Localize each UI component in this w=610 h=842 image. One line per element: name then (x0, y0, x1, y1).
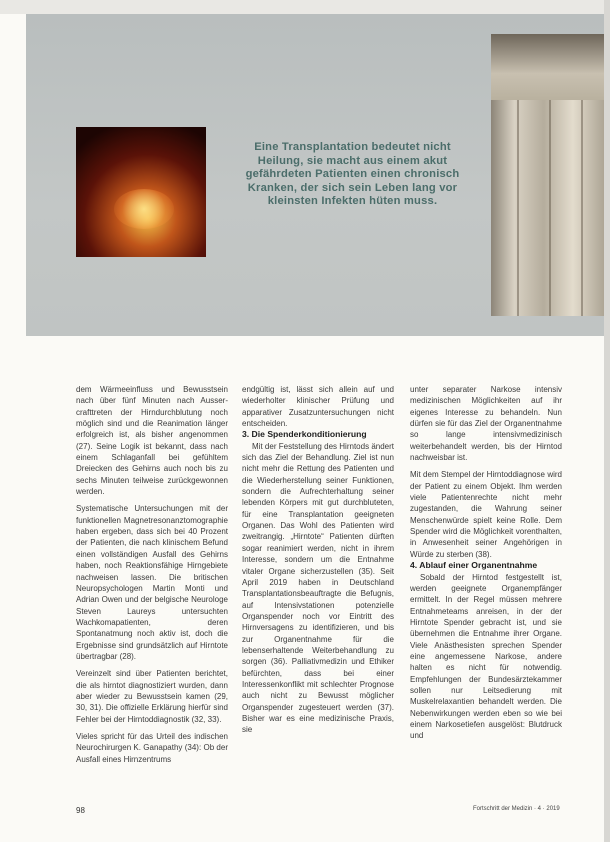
paragraph: unter separater Narkose intensiv medizinischen Möglichkeiten auf ihr eigenes Interesse zu behandeln. Nun dürfen sie für das Ziel der Organentnahme so lange intensivmedizinisch weiterbehandelt werden, bis der Hirntod nachweisbar ist. (410, 385, 562, 463)
page-right-edge (604, 0, 610, 842)
text-column-2 (242, 384, 394, 736)
column-photo (491, 34, 608, 316)
text-column-3 (410, 384, 562, 742)
text-column-1 (76, 384, 228, 765)
column-groove (581, 100, 583, 316)
pull-quote: Eine Transplantation bedeutet nicht Heilung, sie macht aus einem akut gefährdeten Patienten einen chronisch Kranken, der sich sein Leben lang vor kleinsten Infekten hüten muss. (245, 141, 460, 208)
paragraph: Mit dem Stempel der Hirntoddiagnose wird der Patient zu einem Objekt. Ihm werden viele Patientenrechte nicht mehr zugestanden, die Wahrung seiner Menschenwürde spielt keine Rolle. Dem Spender wird die Möglichkeit vorenthalten, in Anwesenheit seiner Angehörigen in Würde zu sterben (38). (410, 470, 562, 559)
column-capital (491, 34, 608, 100)
journal-footer: Fortschritt der Medizin · 4 · 2019 (473, 806, 560, 812)
surgery-light (114, 189, 174, 229)
paragraph: Vereinzelt sind über Patienten berichtet, die als hirntot diagnostiziert wurden, dann aber wieder zu Bewusstsein kamen (29, 30, 31). Die offizielle Erklärung hierfür sind Fehler bei der Hirntoddiagnostik (32, 33). (76, 669, 228, 724)
surgery-photo (76, 127, 206, 257)
paragraph: Vieles spricht für das Urteil des indischen Neurochirurgen K. Ganapathy (34): Ob der Ausfall eines Hirnzentrums (76, 731, 228, 764)
page-top-edge (0, 0, 610, 14)
paragraph: dem Wärmeeinfluss und Bewusstsein nach über fünf Minuten nach Aussercrafttreten der Hirndurchblutung noch möglich sind und die Reanimation länger erfolgreich ist, als bisher angenommen (27). Seine Logik ist bekannt, dass nach einem Schlaganfall bei gefühltem Dreiecken des Gehirns auch noch bis zu sechs Minuten teilweise zurückgewonnen werden. (76, 385, 228, 497)
paragraph: Systematische Untersuchungen mit der funktionellen Magnetresonanztomographie haben ergeben, dass sich bei 40 Prozent der Patienten, die nach klinischem Befund einen vollständigen Ausfall des Gehirns haben, noch Reaktionsfähige Hirngebiete nachweisen lassen. Die britischen Neuropsychologen Martin Monti und Adrian Owen und der belgische Neurologe Steven Laureys untersuchten Wachkomapatienten, deren Spontanatmung noch aktiv ist, doch die Ergebnisse sind grundsätzlich auf Hirntote übertragbar (28). (76, 504, 228, 661)
column-groove (517, 100, 519, 316)
paragraph: Sobald der Hirntod festgestellt ist, werden geeignete Organempfänger ermittelt. In der Regel müssen mehrere Entnahmeteams anreisen, in der der Hirntote Spender gebracht ist, und sie übernehmen die Entnahme ihrer Organe. Viele Anästhesisten sprechen Spender eine angemessene Narkose, andere halten es nicht für notwendig. Empfehlungen der Bundesärztekammer sollen nur Leitsedierung mit Muskelrelaxantien behandelt werden. Die Nebenwirkungen werden eben so wie bei einem Narkosetiefen ausgelöst: Blutdruck und (410, 572, 562, 741)
section-heading: 4. Ablauf einer Organentnahme (410, 560, 538, 571)
paragraph: Mit der Feststellung des Hirntods ändert sich das Ziel der Behandlung. Ziel ist nun nicht mehr die Rettung des Patienten und die Wiederherstellung seiner Funktionen, sondern die Aufrechterhaltung seiner lebenden Körpers mit gut durchbluteten, für eine Transplantation geeigneten Organen. Das Wohl des Patienten wird zweitrangig. „Hirntote“ Patienten dürften sogar reanimiert werden, nicht in ihrem Interesse, sondern um die Entnahme vitaler Organe sicherzustellen (35). Seit April 2019 haben in Deutschland Transplantationsbeauftragte die Befugnis, auf Intensivstationen potenzielle Organspender noch vor Eintritt des Hirnversagens zu identifizieren, und bis zur Organentnahme für die lebenserhaltende Weiterbehandlung zu sorgen (36). Palliativmedizin und Ethiker befürchten, dass bei einer Interessenkonflikt mit schlechter Prognose auch nicht zu Bewusst möglicher Organspender zugesteuert werden (37). Bisher war es eine medizinische Praxis, sie (242, 441, 394, 735)
paragraph: endgültig ist, lässt sich allein auf und wiederholter klinischer Prüfung und apparativer Zusatzuntersuchungen nicht entscheiden. (242, 385, 394, 429)
column-groove (549, 100, 551, 316)
page-number: 98 (76, 806, 85, 815)
section-heading: 3. Die Spenderkonditionierung (242, 429, 367, 440)
